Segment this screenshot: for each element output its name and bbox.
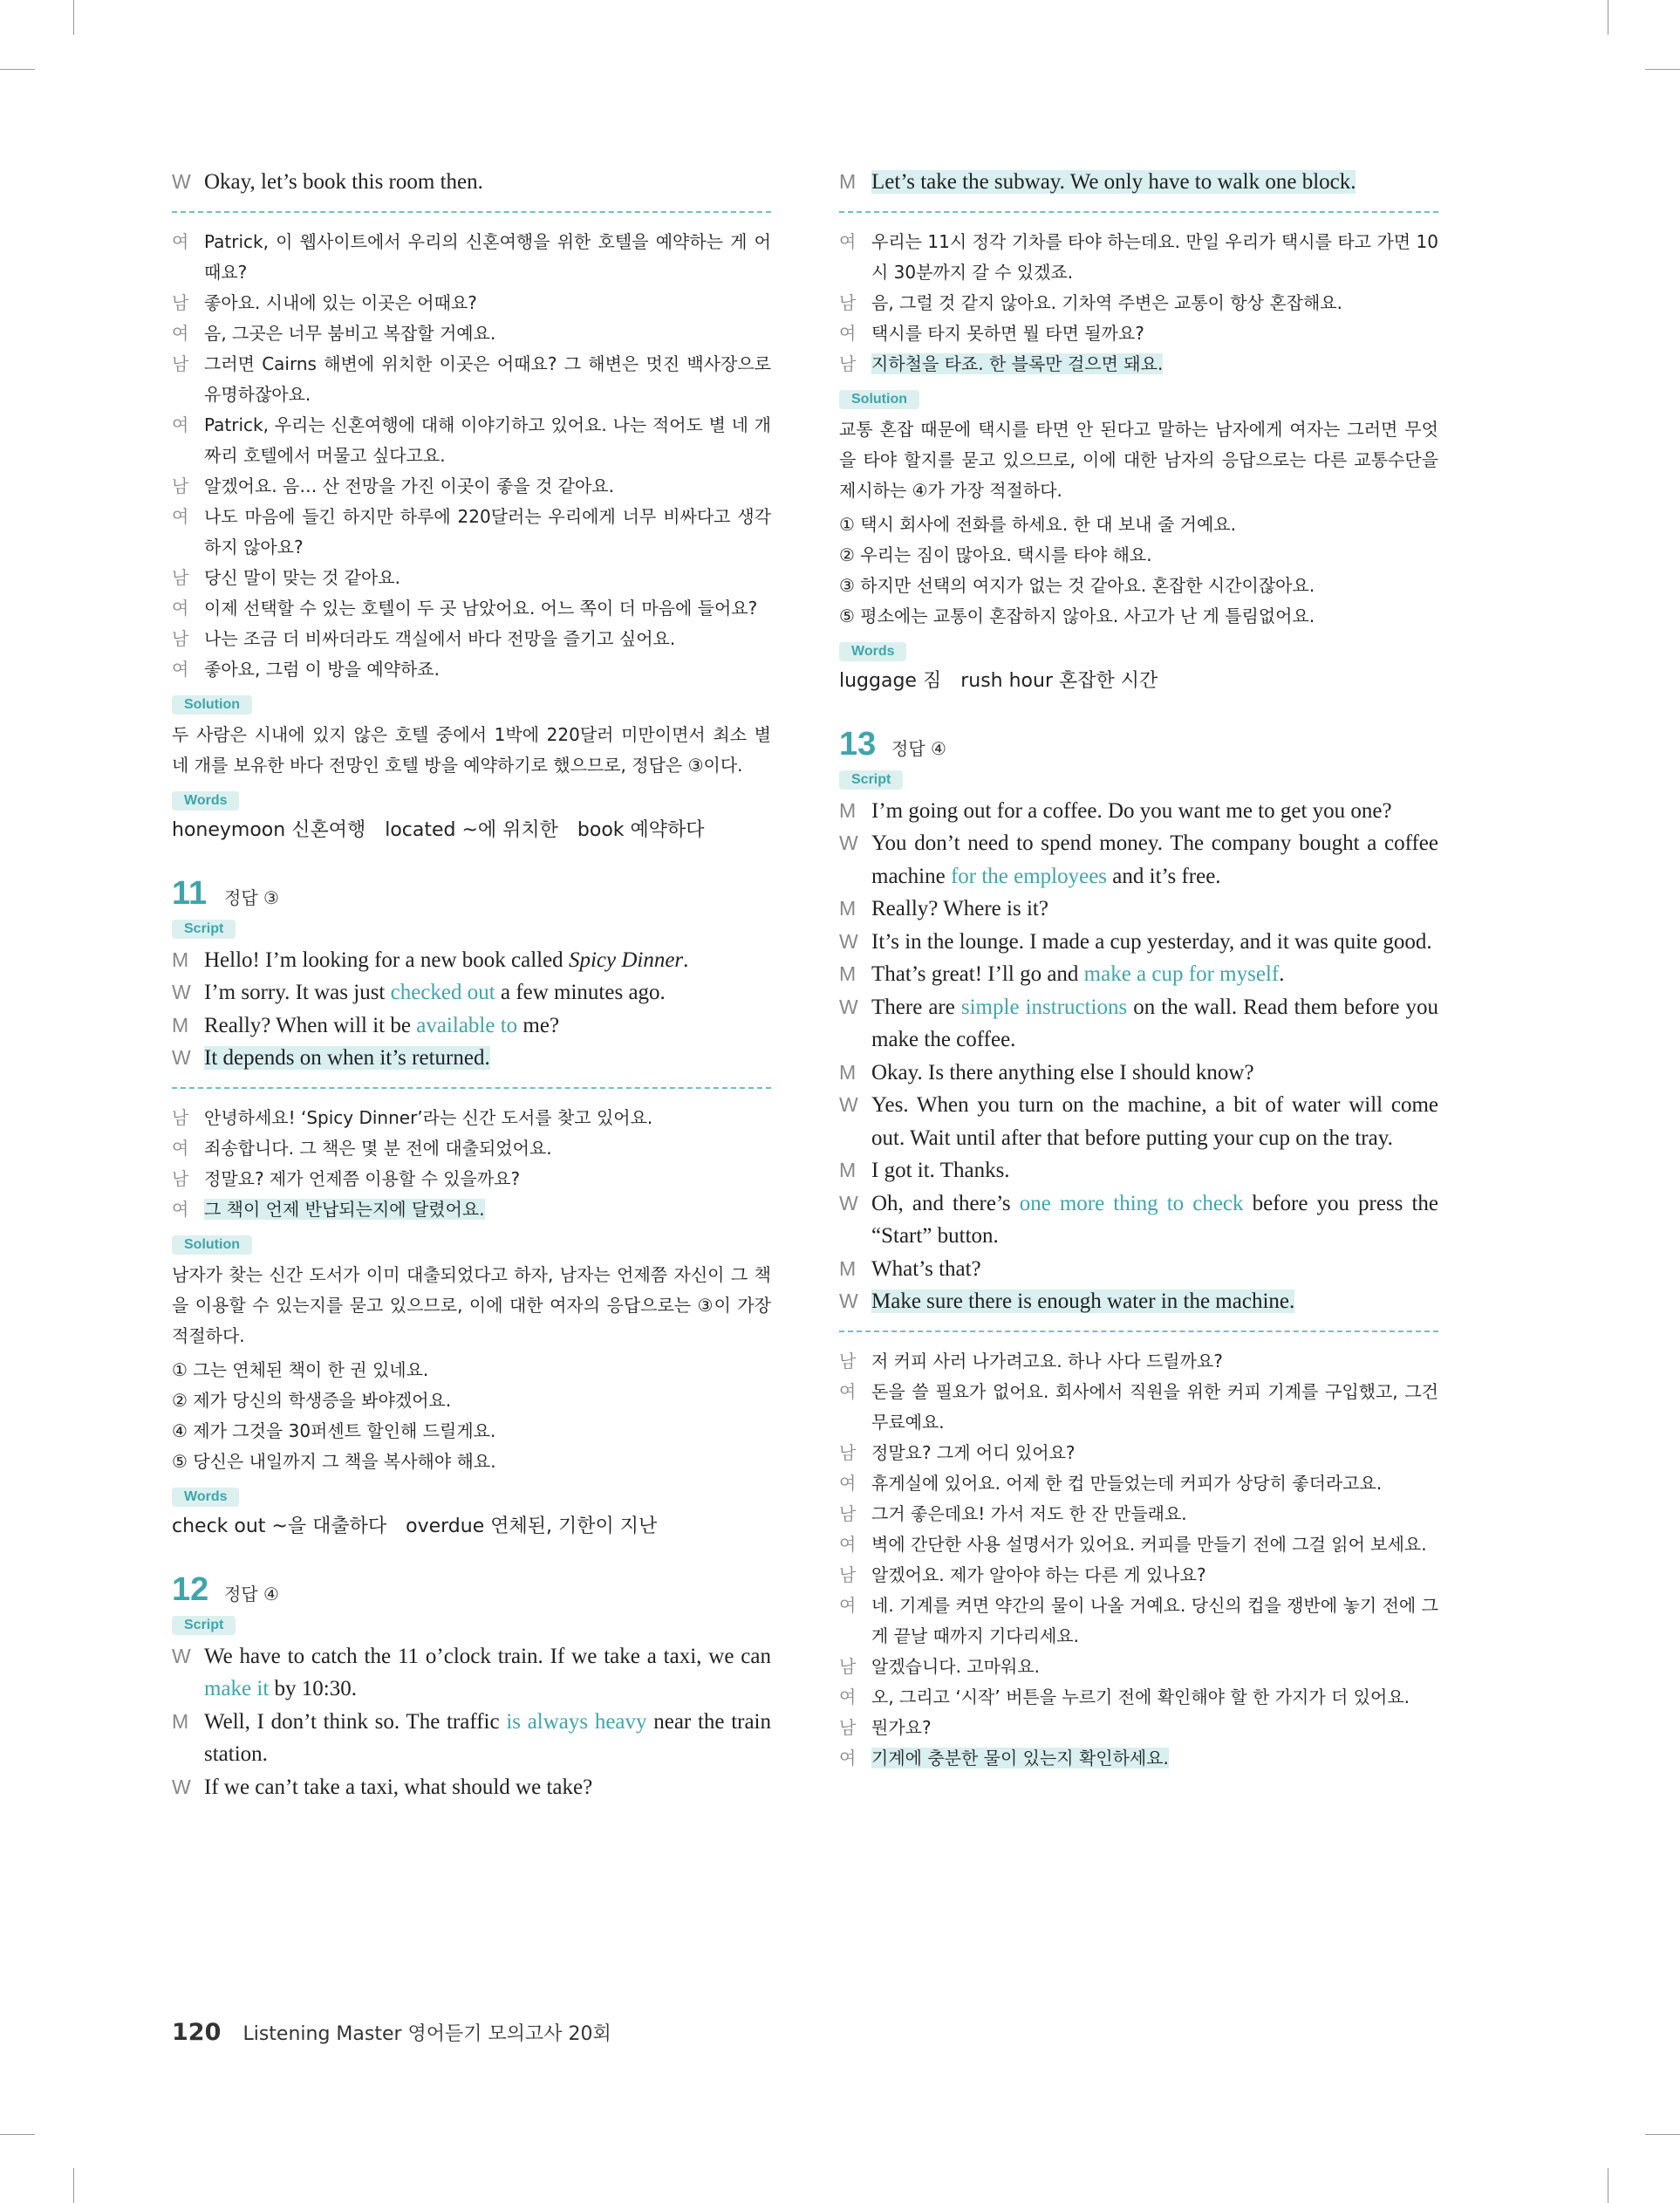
speaker-label: W: [839, 929, 858, 953]
translation-line: [839, 318, 1438, 349]
speaker-label: 남: [172, 352, 189, 374]
speaker-label: 남: [839, 1441, 857, 1463]
translation-text: [871, 1529, 1438, 1560]
answer-line: It depends on when it’s returned.: [204, 1046, 490, 1070]
text-segment: 뭔가요?: [871, 1716, 932, 1738]
q12-words: [839, 667, 1438, 696]
translation-line: [172, 502, 771, 563]
speaker-label: 남: [839, 1502, 857, 1524]
question-13-header: [839, 726, 1438, 763]
blank-phrase: is always heavy: [506, 1709, 647, 1734]
translation-line: [839, 349, 1438, 380]
text-segment: 죄송합니다. 그 책은 몇 분 전에 대출되었어요.: [204, 1137, 552, 1159]
q13-translation: [839, 1346, 1438, 1774]
translation-text: [871, 1682, 1438, 1713]
option-item: ① 그는 연체된 책이 한 권 있네요.: [172, 1358, 429, 1380]
text-segment: Hello! I’m looking for a new book called: [204, 948, 569, 972]
dialogue-line: [839, 166, 1438, 199]
translation-line: [172, 318, 771, 349]
text-segment: 당신 말이 맞는 것 같아요.: [204, 566, 400, 588]
speaker-label: 여: [172, 414, 189, 435]
translation-text: [204, 410, 771, 471]
translation-text: [204, 1133, 771, 1164]
text-segment: That’s great! I’ll go and: [871, 962, 1084, 986]
option-item: ④ 제가 그것을 30퍼센트 할인해 드릴게요.: [172, 1420, 496, 1441]
text-segment: Okay, let’s book this room then.: [204, 170, 483, 194]
speaker-label: 남: [839, 352, 857, 374]
q12-solution: 교통 혼잡 때문에 택시를 타면 안 된다고 말하는 남자에게 여자는 그러면 무엇을 타야 할지를 묻고 있으므로, 이에 대한 남자의 응답으로는 다른 교통수단을 제시하는 ④가 가장 적절하다.: [839, 418, 1438, 501]
dialogue-line: [839, 827, 1438, 893]
speaker-label: W: [839, 1191, 858, 1214]
speaker-label: 여: [172, 230, 189, 252]
q11-options: [172, 1355, 771, 1477]
text-segment: I’m sorry. It was just: [204, 981, 391, 1004]
speaker-label: M: [839, 1256, 857, 1280]
words-tag: Words: [839, 642, 906, 661]
words-tag: Words: [172, 1488, 239, 1507]
speaker-label: 여: [839, 230, 857, 252]
translation-line: [839, 1560, 1438, 1591]
crop-mark: [73, 2168, 74, 2203]
text-segment: There are: [871, 995, 961, 1019]
q12-translation: [839, 227, 1438, 380]
text-segment: me?: [517, 1013, 560, 1037]
text-segment: If we can’t take a taxi, what should we take?: [204, 1775, 593, 1799]
translation-text: [204, 318, 771, 349]
speaker-label: M: [839, 962, 857, 985]
text-segment: 돈을 쓸 필요가 없어요. 회사에서 직원을 위한 커피 기계를 구입했고, 그건 무료예요.: [871, 1380, 1438, 1433]
translation-text: [871, 1560, 1438, 1591]
speaker-label: M: [172, 1013, 189, 1037]
translation-text: [871, 1346, 1438, 1377]
dialogue-text: [204, 166, 771, 199]
solution-tag: Solution: [172, 695, 252, 715]
dialogue-text: [871, 795, 1438, 828]
translation-text: [871, 1377, 1438, 1438]
speaker-label: 여: [839, 1686, 857, 1707]
right-column: [839, 166, 1438, 1774]
text-segment: and it’s free.: [1107, 864, 1221, 888]
text-segment: Patrick, 우리는 신혼여행에 대해 이야기하고 있어요. 나는 적어도 별 네 개짜리 호텔에서 머물고 싶다고요.: [204, 414, 771, 466]
speaker-label: 남: [172, 1167, 189, 1189]
text-segment: What’s that?: [871, 1256, 981, 1281]
answer-line: Let’s take the subway. We only have to walk one block.: [871, 170, 1356, 194]
speaker-label: 남: [172, 475, 189, 496]
speaker-label: 여: [839, 1472, 857, 1494]
vocab-item: book 예약하다: [577, 818, 705, 841]
translation-line: [839, 1377, 1438, 1438]
question-answer: 정답 ③: [224, 886, 279, 908]
translation-line: [172, 1133, 771, 1164]
text-segment: 택시를 타지 못하면 뭘 타면 될까요?: [871, 322, 1144, 344]
dialogue-line: [839, 893, 1438, 926]
speaker-label: 남: [839, 1716, 857, 1738]
question-answer: 정답 ④: [891, 737, 946, 759]
translation-text: [871, 349, 1438, 380]
speaker-label: M: [839, 1159, 857, 1181]
translation-line: [839, 1713, 1438, 1743]
divider: [839, 211, 1438, 213]
speaker-label: 남: [172, 1106, 189, 1128]
speaker-label: 여: [839, 1380, 857, 1402]
translation-line: [172, 471, 771, 502]
intro-solution: 두 사람은 시내에 있지 않은 호텔 중에서 1박에 220달러 미만이면서 최소 별 네 개를 보유한 바다 전망인 호텔 방을 예약하기로 했으므로, 정답은 ③이다.: [172, 723, 771, 776]
text-segment: 음, 그곳은 너무 붐비고 복잡할 거예요.: [204, 322, 496, 344]
text-segment: 네. 기계를 켜면 약간의 물이 나올 거예요. 당신의 컵을 쟁반에 놓기 전에 그게 끝날 때까지 기다리세요.: [871, 1594, 1438, 1646]
speaker-label: 남: [172, 291, 189, 313]
dialogue-text: [204, 976, 771, 1009]
vocab-item: located ~에 위치한: [385, 818, 558, 841]
text-segment: Really? When will it be: [204, 1013, 417, 1037]
text-segment: 오, 그리고 ‘시작’ 버튼을 누르기 전에 확인해야 할 한 가지가 더 있어요.: [871, 1686, 1410, 1707]
question-number: 12: [172, 1570, 209, 1608]
dialogue-line: [172, 1640, 771, 1706]
speaker-label: W: [172, 981, 191, 1003]
text-segment: I’m going out for a coffee. Do you want me to get you one?: [871, 798, 1392, 823]
translation-text: [871, 1652, 1438, 1682]
translation-text: [204, 1103, 771, 1133]
translation-line: [172, 1103, 771, 1133]
dialogue-text: [204, 1009, 771, 1043]
dialogue-line: [839, 1089, 1438, 1154]
text-segment: Okay. Is there anything else I should know?: [871, 1060, 1254, 1084]
question-number: 13: [839, 725, 877, 763]
crop-mark: [73, 0, 74, 35]
translation-line: [839, 1743, 1438, 1774]
dialogue-text: [871, 827, 1438, 893]
dialogue-line: [839, 991, 1438, 1057]
text-segment: I got it. Thanks.: [871, 1159, 1010, 1182]
dialogue-text: [204, 1640, 771, 1706]
speaker-label: 남: [839, 291, 857, 313]
dialogue-line: [172, 1706, 771, 1771]
page-number: 120: [172, 2019, 222, 2046]
text-segment: 벽에 간단한 사용 설명서가 있어요. 커피를 만들기 전에 그걸 읽어 보세요.: [871, 1533, 1427, 1555]
speaker-label: W: [172, 170, 191, 193]
speaker-label: 여: [172, 597, 189, 619]
text-segment: Oh, and there’s: [871, 1191, 1020, 1215]
speaker-label: 남: [839, 1563, 857, 1585]
divider: [172, 1087, 771, 1089]
text-segment: by 10:30.: [269, 1677, 357, 1700]
divider: [172, 211, 771, 213]
q12-script-cont: [839, 166, 1438, 199]
crop-mark: [0, 69, 35, 70]
answer-line: 기계에 충분한 물이 있는지 확인하세요.: [871, 1747, 1169, 1769]
q13-script: [839, 795, 1438, 1318]
q11-translation: [172, 1103, 771, 1225]
text-segment: 나는 조금 더 비싸더라도 객실에서 바다 전망을 즐기고 싶어요.: [204, 627, 676, 649]
translation-text: [204, 349, 771, 410]
text-segment: 알겠어요. 음… 산 전망을 가진 이곳이 좋을 것 같아요.: [204, 475, 614, 496]
speaker-label: W: [839, 831, 858, 854]
translation-line: [839, 1529, 1438, 1560]
blank-phrase: make it: [204, 1677, 270, 1700]
dialogue-line: [172, 166, 771, 199]
answer-line: Make sure there is enough water in the machine.: [871, 1290, 1295, 1313]
translation-text: [204, 1164, 771, 1194]
dialogue-text: [871, 1285, 1438, 1318]
translation-text: [871, 1713, 1438, 1743]
dialogue-text: [871, 958, 1438, 991]
solution-tag: Solution: [839, 390, 919, 409]
dialogue-line: [839, 1187, 1438, 1253]
translation-text: [871, 1499, 1438, 1529]
text-segment: 그거 좋은데요! 가서 저도 한 잔 만들래요.: [871, 1502, 1187, 1524]
translation-text: [871, 1743, 1438, 1774]
translation-line: [839, 1591, 1438, 1652]
text-segment: 음, 그럴 것 같지 않아요. 기차역 주변은 교통이 항상 혼잡해요.: [871, 291, 1342, 313]
speaker-label: 여: [172, 322, 189, 344]
translation-line: [839, 1499, 1438, 1529]
dialogue-line: [172, 944, 771, 977]
text-segment: Spicy Dinner: [568, 948, 684, 972]
solution-tag: Solution: [172, 1235, 252, 1255]
intro-script: [172, 166, 771, 199]
text-segment: 좋아요. 시내에 있는 이곳은 어때요?: [204, 291, 477, 313]
words-tag: Words: [172, 791, 239, 811]
text-segment: 정말요? 제가 언제쯤 이용할 수 있을까요?: [204, 1167, 521, 1189]
text-segment: 휴게실에 있어요. 어제 한 컵 만들었는데 커피가 상당히 좋더라고요.: [871, 1472, 1383, 1494]
text-segment: It’s in the lounge. I made a cup yesterday, and it was quite good.: [871, 929, 1432, 954]
dialogue-text: [204, 1771, 771, 1804]
dialogue-line: [839, 1285, 1438, 1318]
dialogue-text: [871, 926, 1438, 959]
dialogue-text: [204, 1042, 771, 1075]
book-title: Listening Master 영어듣기 모의고사 20회: [242, 2023, 611, 2045]
speaker-label: 여: [172, 505, 189, 527]
dialogue-line: [172, 976, 771, 1009]
dialogue-text: [871, 1187, 1438, 1253]
blank-phrase: available to: [416, 1013, 518, 1037]
text-segment: 알겠어요. 제가 알아야 하는 다른 게 있나요?: [871, 1563, 1206, 1585]
speaker-label: 여: [839, 1747, 857, 1769]
translation-text: [871, 1591, 1438, 1652]
speaker-label: M: [172, 948, 189, 971]
speaker-label: W: [839, 1093, 858, 1116]
blank-phrase: for the employees: [950, 864, 1108, 888]
dialogue-text: [871, 1089, 1438, 1154]
speaker-label: 여: [172, 1137, 189, 1159]
vocab-item: overdue 연체된, 기한이 지난: [406, 1515, 658, 1537]
dialogue-line: [839, 1057, 1438, 1090]
translation-line: [172, 288, 771, 318]
translation-line: [172, 1194, 771, 1225]
translation-text: [204, 563, 771, 593]
text-segment: .: [1279, 962, 1285, 986]
question-11-header: [172, 875, 771, 913]
text-segment: You don’t need to spend money. The company bought a coffee machine: [871, 831, 1438, 888]
q12-options: [839, 510, 1438, 632]
speaker-label: W: [172, 1775, 191, 1798]
translation-text: [204, 1194, 771, 1225]
q11-solution: 남자가 찾는 신간 도서가 이미 대출되었다고 하자, 남자는 언제쯤 자신이 그 책을 이용할 수 있는지를 묻고 있으므로, 이에 대한 여자의 응답으로는 ③이 가장 적절하다.: [172, 1263, 771, 1346]
text-segment: 나도 마음에 들긴 하지만 하루에 220달러는 우리에게 너무 비싸다고 생각하지 않아요?: [204, 505, 771, 558]
script-tag: Script: [172, 1616, 236, 1635]
dialogue-line: [839, 795, 1438, 828]
text-segment: 좋아요, 그럼 이 방을 예약하죠.: [204, 658, 440, 680]
translation-text: [871, 1438, 1438, 1468]
dialogue-text: [204, 944, 771, 977]
option-item: ③ 하지만 선택의 여지가 없는 것 같아요. 혼잡한 시간이잖아요.: [839, 574, 1315, 596]
dialogue-text: [204, 1706, 771, 1771]
translation-line: [172, 654, 771, 685]
page-footer: [172, 2019, 611, 2046]
option-item: ⑤ 평소에는 교통이 혼잡하지 않아요. 사고가 난 게 틀림없어요.: [839, 605, 1315, 626]
speaker-label: 여: [839, 1533, 857, 1555]
option-item: ⑤ 당신은 내일까지 그 책을 복사해야 해요.: [172, 1450, 496, 1472]
translation-line: [839, 1652, 1438, 1682]
dialogue-text: [871, 893, 1438, 926]
answer-line: 그 책이 언제 반납되는지에 달렸어요.: [204, 1198, 485, 1220]
dialogue-line: [839, 958, 1438, 991]
translation-text: [204, 624, 771, 654]
text-segment: Well, I don’t think so. The traffic: [204, 1709, 507, 1734]
translation-line: [172, 349, 771, 410]
text-segment: 저 커피 사러 나가려고요. 하나 사다 드릴까요?: [871, 1350, 1223, 1372]
speaker-label: 남: [839, 1350, 857, 1372]
divider: [839, 1331, 1438, 1332]
speaker-label: 남: [172, 627, 189, 649]
text-segment: Patrick, 이 웹사이트에서 우리의 신혼여행을 위한 호텔을 예약하는 게 어때요?: [204, 230, 771, 283]
speaker-label: 여: [839, 322, 857, 344]
text-segment: Yes. When you turn on the machine, a bit of water will come out. Wait until after that before putting your cup on the tray.: [871, 1093, 1438, 1150]
translation-text: [204, 593, 771, 624]
q12-script: [172, 1640, 771, 1804]
vocab-item: check out ~을 대출하다: [172, 1515, 387, 1537]
text-segment: 알겠습니다. 고마워요.: [871, 1655, 1040, 1677]
translation-line: [172, 1164, 771, 1194]
translation-text: [871, 227, 1438, 288]
translation-text: [204, 471, 771, 502]
speaker-label: M: [839, 1060, 857, 1084]
speaker-label: M: [839, 798, 857, 822]
translation-text: [204, 288, 771, 318]
speaker-label: W: [172, 1046, 191, 1069]
text-segment: near the train station.: [204, 1709, 772, 1766]
translation-line: [172, 563, 771, 593]
translation-line: [839, 227, 1438, 288]
left-column: [172, 166, 771, 1803]
vocab-item: luggage 짐: [839, 669, 942, 692]
translation-text: [871, 1468, 1438, 1499]
translation-text: [871, 288, 1438, 318]
q11-words: [172, 1512, 771, 1542]
dialogue-line: [839, 926, 1438, 959]
answer-line: 지하철을 타죠. 한 블록만 걸으면 돼요.: [871, 352, 1164, 374]
translation-text: [204, 227, 771, 288]
option-item: ① 택시 회사에 전화를 하세요. 한 대 보내 줄 거예요.: [839, 513, 1236, 535]
option-item: ② 우리는 짐이 많아요. 택시를 타야 해요.: [839, 544, 1152, 565]
dialogue-line: [839, 1154, 1438, 1187]
translation-line: [172, 624, 771, 654]
script-tag: Script: [172, 920, 236, 939]
dialogue-text: [871, 1057, 1438, 1090]
text-segment: 우리는 11시 정각 기차를 타야 하는데요. 만일 우리가 택시를 타고 가면 10시 30분까지 갈 수 있겠죠.: [871, 230, 1438, 283]
text-segment: on the wall. Read them before you make the coffee.: [871, 995, 1438, 1051]
speaker-label: M: [839, 170, 857, 193]
translation-line: [172, 227, 771, 288]
script-tag: Script: [839, 770, 903, 790]
question-number: 11: [172, 874, 208, 912]
text-segment: .: [683, 948, 689, 972]
vocab-item: honeymoon 신혼여행: [172, 818, 366, 841]
translation-line: [839, 1438, 1438, 1468]
text-segment: 이제 선택할 수 있는 호텔이 두 곳 남았어요. 어느 쪽이 더 마음에 들어요?: [204, 597, 758, 619]
speaker-label: W: [172, 1644, 191, 1667]
text-segment: Really? Where is it?: [871, 897, 1048, 920]
dialogue-text: [871, 166, 1438, 199]
speaker-label: 여: [172, 658, 189, 680]
blank-phrase: one more thing to check: [1019, 1191, 1244, 1215]
speaker-label: W: [839, 1290, 858, 1312]
translation-line: [839, 1346, 1438, 1377]
blank-phrase: checked out: [390, 981, 495, 1004]
text-segment: a few minutes ago.: [495, 981, 666, 1004]
crop-mark: [1645, 69, 1680, 70]
text-segment: 안녕하세요! ‘Spicy Dinner’라는 신간 도서를 찾고 있어요.: [204, 1106, 653, 1128]
translation-text: [871, 318, 1438, 349]
vocab-item: rush hour 혼잡한 시간: [960, 669, 1158, 692]
option-item: ② 제가 당신의 학생증을 봐야겠어요.: [172, 1389, 452, 1411]
translation-text: [204, 654, 771, 685]
intro-translation: [172, 227, 771, 685]
intro-words: [172, 816, 771, 845]
speaker-label: M: [839, 897, 857, 920]
translation-line: [839, 1682, 1438, 1713]
blank-phrase: simple instructions: [960, 995, 1128, 1019]
text-segment: 그러면 Cairns 해변에 위치한 이곳은 어때요? 그 해변은 멋진 백사장으로 유명하잖아요.: [204, 352, 771, 405]
translation-line: [172, 593, 771, 624]
speaker-label: W: [839, 995, 858, 1018]
translation-line: [839, 1468, 1438, 1499]
dialogue-line: [172, 1009, 771, 1043]
crop-mark: [0, 2134, 35, 2135]
question-answer: 정답 ④: [224, 1583, 279, 1604]
speaker-label: M: [172, 1709, 189, 1733]
question-12-header: [172, 1571, 771, 1609]
blank-phrase: make a cup for myself: [1083, 962, 1280, 986]
dialogue-line: [839, 1253, 1438, 1286]
translation-text: [204, 502, 771, 563]
dialogue-line: [172, 1771, 771, 1804]
q11-script: [172, 944, 771, 1075]
speaker-label: 남: [839, 1655, 857, 1677]
dialogue-text: [871, 1154, 1438, 1187]
translation-line: [172, 410, 771, 471]
speaker-label: 남: [172, 566, 189, 588]
text-segment: before you press the “Start” button.: [871, 1191, 1438, 1248]
dialogue-text: [871, 1253, 1438, 1286]
text-segment: We have to catch the 11 o’clock train. If we take a taxi, we can: [204, 1644, 771, 1668]
text-segment: 정말요? 그게 어디 있어요?: [871, 1441, 1076, 1463]
dialogue-text: [871, 991, 1438, 1057]
dialogue-line: [172, 1042, 771, 1075]
translation-line: [839, 288, 1438, 318]
speaker-label: 여: [172, 1198, 189, 1220]
speaker-label: 여: [839, 1594, 857, 1616]
crop-mark: [1645, 2134, 1680, 2135]
